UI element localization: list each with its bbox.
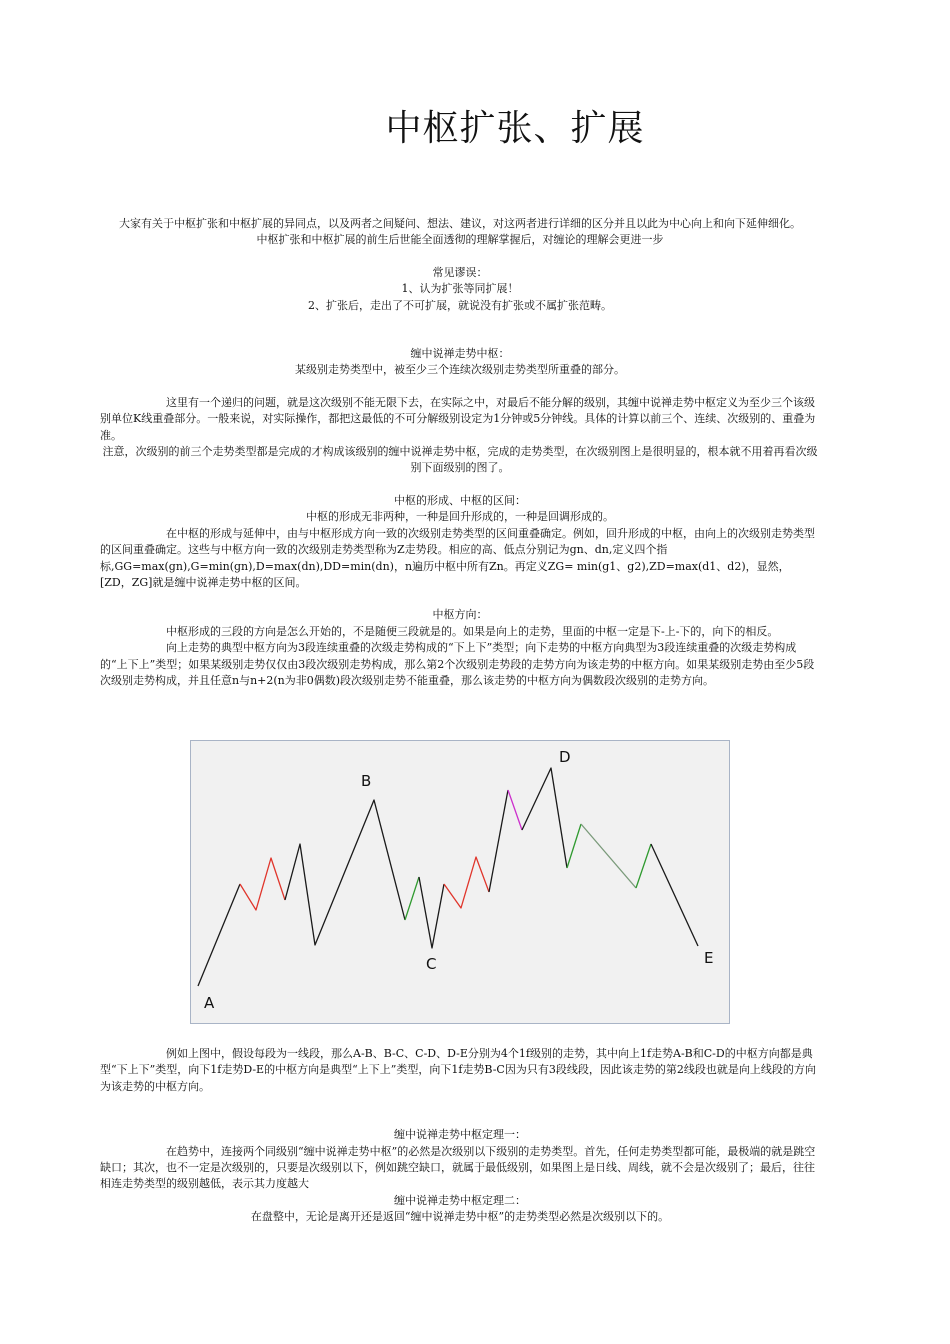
mistake-item: 2、扩张后，走出了不可扩展，就说没有扩张或不属扩张范畴。 bbox=[308, 298, 612, 312]
zigzag-svg bbox=[190, 740, 730, 1024]
direction-paragraph: 中枢形成的三段的方向是怎么开始的，不是随便三段就是的。如果是向上的走势，里面的中枢一定是下-上-下的，向下的相反。 bbox=[166, 624, 779, 638]
recursion-paragraph: 注意，次级别的前三个走势类型都是完成的才构成该级别的缠中说禅走势中枢，完成的走势类型，在次级别图上是很明显的，根本就不用着再看次级别下面级别的图了。 bbox=[102, 445, 818, 475]
theorem2-heading: 缠中说禅走势中枢定理二： bbox=[394, 1193, 526, 1207]
theorem2-text: 在盘整中，无论是离开还是返回“缠中说禅走势中枢”的走势类型必然是次级别以下的。 bbox=[250, 1210, 670, 1224]
direction-heading: 中枢方向： bbox=[432, 608, 488, 622]
interval-heading: 中枢的形成、中枢的区间： bbox=[394, 493, 526, 507]
intro-paragraph: 中枢扩张和中枢扩展的前生后世能全面透彻的理解掌握后，对缠论的理解会更进一步 bbox=[256, 233, 664, 247]
point-label-d: D bbox=[559, 748, 571, 766]
page-title: 中枢扩张、扩展 bbox=[385, 108, 645, 149]
interval-paragraph: 在中枢的形成与延伸中，由与中枢形成方向一致的次级别走势类型的区间重叠确定。例如，回升形成的中枢，由向上的次级别走势类型的区间重叠确定。这些与中枢方向一致的次级别走势类型称为Z走势段。相应的高、低点分别记为gn、dn,定义四个指标,GG=max(gn),G=min(gn),D=max(dn),DD=min(dn)，n遍历中枢中所有Zn。再定义ZG= min(g1、g2),ZD=max(d1、d2)，显然，[ZD，ZG]就是缠中说禅走势中枢的区间。 bbox=[100, 526, 815, 589]
top-section bbox=[100, 216, 820, 689]
definition-heading: 缠中说禅走势中枢： bbox=[410, 347, 510, 361]
mistakes-heading: 常见谬误： bbox=[432, 265, 488, 279]
point-label-e: E bbox=[704, 949, 714, 967]
mistake-item: 1、认为扩张等同扩展！ bbox=[401, 282, 519, 296]
interval-line: 中枢的形成无非两种，一种是回升形成的，一种是回调形成的。 bbox=[306, 510, 614, 524]
intro-paragraph: 大家有关于中枢扩张和中枢扩展的异同点，以及两者之间疑问、想法、建议，对这两者进行详细的区分并且以此为中心向上和向下延伸细化。 bbox=[119, 217, 801, 230]
point-label-b: B bbox=[361, 772, 372, 790]
theorem1-heading: 缠中说禅走势中枢定理一： bbox=[394, 1128, 526, 1142]
chart-frame bbox=[191, 741, 730, 1024]
example-paragraph: 例如上图中，假设每段为一线段，那么A-B、B-C、C-D、D-E分别为4个1f级别的走势，其中向上1f走势A-B和C-D的中枢方向都是典型“下上下”类型，向下1f走势D-E的中枢方向是典型“上下上”类型，向下1f走势B-C因为只有3段线段，因此该走势的第2线段也就是向上线段的方向为该走势的中枢方向。 bbox=[100, 1047, 816, 1093]
zigzag-figure bbox=[190, 740, 730, 1024]
definition-text: 某级别走势类型中，被至少三个连续次级别走势类型所重叠的部分。 bbox=[295, 363, 625, 377]
direction-paragraph: 向上走势的典型中枢方向为3段连续重叠的次级走势构成的“下上下”类型；向下走势的中枢方向典型为3段连续重叠的次级走势构成的“上下上”类型；如果某级别走势仅仅由3段次级别走势构成，那么第2个次级别走势段的走势方向为该走势的中枢方向。如果某级别走势由至少5段次级别走势构成，并且任意n与n+2(n为非0偶数)段次级别走势不能重叠，那么该走势的中枢方向为偶数段次级别的走势方向。 bbox=[100, 641, 815, 687]
point-label-c: C bbox=[426, 955, 437, 973]
recursion-paragraph: 这里有一个递归的问题，就是这次级别不能无限下去，在实际之中，对最后不能分解的级别，其缠中说禅走势中枢定义为至少三个该级别单位K线重叠部分。一般来说，对实际操作，都把这最低的不可分解级别设定为1分钟或5分钟线。具体的计算以前三个、连续、次级别的、重叠为准。 bbox=[100, 395, 816, 442]
bottom-section bbox=[100, 1046, 820, 1226]
point-label-a: A bbox=[204, 994, 215, 1012]
theorem1-text: 在趋势中，连接两个同级别“缠中说禅走势中枢”的必然是次级别以下级别的走势类型。首先，任何走势类型都可能，最极端的就是跳空缺口；其次，也不一定是次级别的，只要是次级别以下，例如跳空缺口，就属于最低级别，如果图上是日线、周线，就不会是次级别了；最后，往往相连走势类型的级别越低，表示其力度越大 bbox=[100, 1144, 816, 1191]
